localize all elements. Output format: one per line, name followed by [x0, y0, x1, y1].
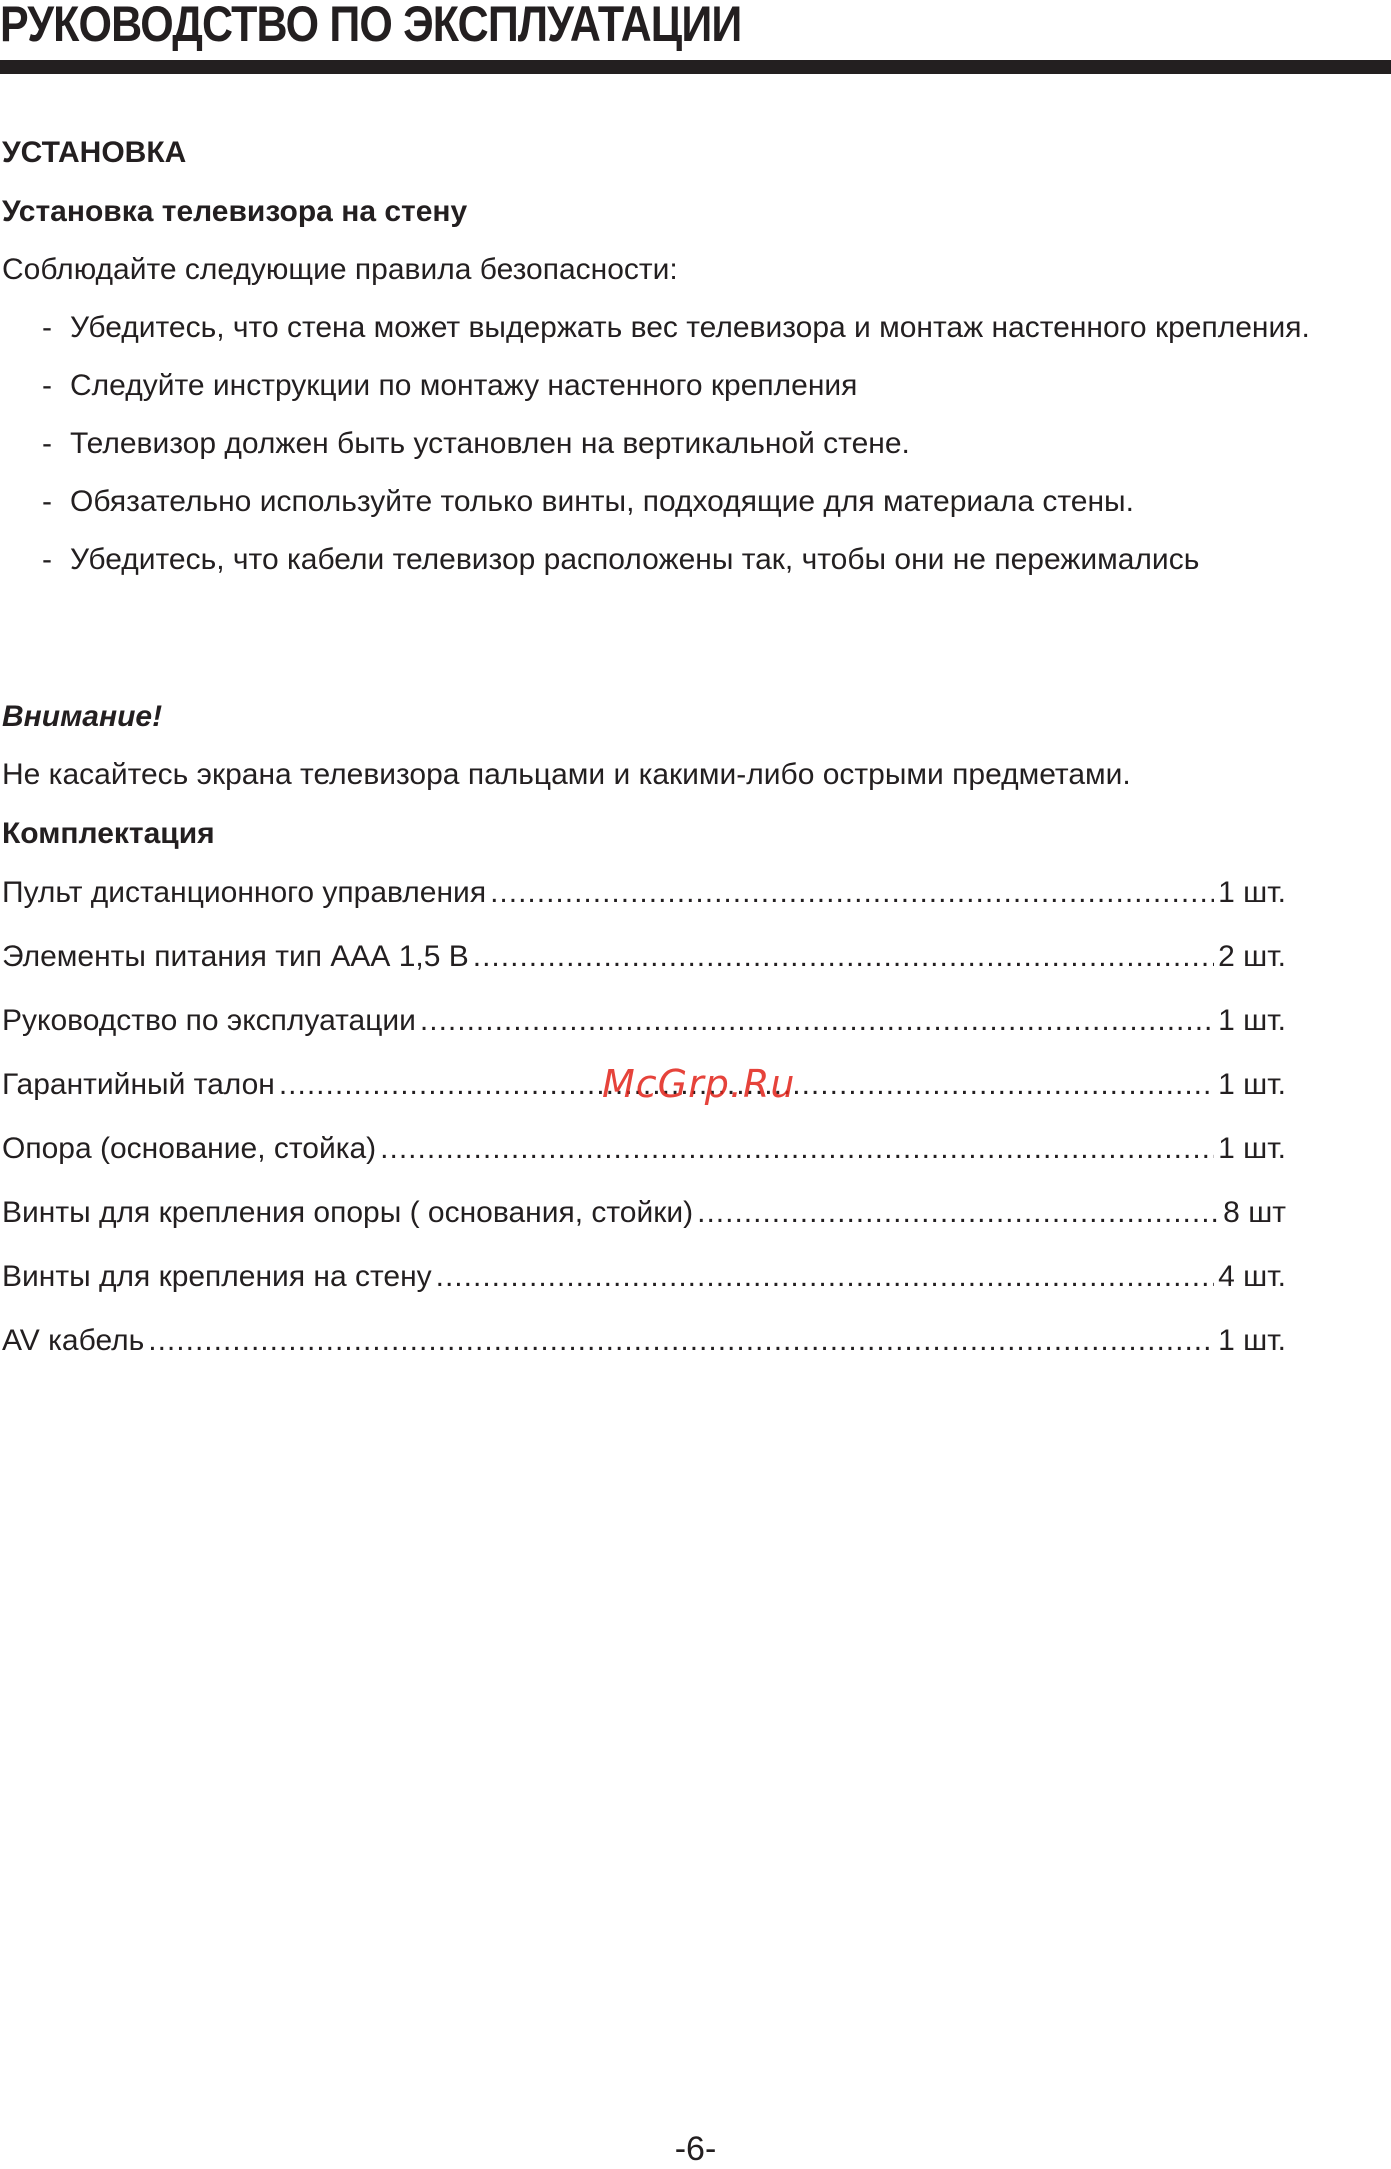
safety-intro: Соблюдайте следующие правила безопасности: — [2, 253, 678, 286]
kit-item-leader — [420, 1002, 1214, 1040]
kit-item — [2, 1130, 1286, 1194]
safety-rule-text: Следуйте инструкции по монтажу настенного крепления — [70, 369, 858, 402]
kit-item — [2, 938, 1286, 1002]
kit-item — [2, 1002, 1286, 1066]
safety-rule-text: Убедитесь, что стена может выдержать вес телевизора и монтаж настенного крепления. — [70, 311, 1310, 344]
kit-item-leader — [490, 874, 1214, 912]
dash-marker: - — [42, 427, 52, 460]
page-title: РУКОВОДСТВО ПО ЭКСПЛУАТАЦИИ — [0, 0, 742, 52]
safety-rule-text: Телевизор должен быть установлен на вертикальной стене. — [70, 427, 910, 460]
kit-item-leader — [436, 1258, 1215, 1296]
kit-item-qty: 2 шт. — [1218, 940, 1286, 973]
kit-item-qty: 1 шт. — [1218, 1132, 1286, 1165]
kit-item — [2, 1322, 1286, 1386]
subsection-title-wall-mount: Установка телевизора на стену — [2, 195, 468, 228]
kit-item — [2, 874, 1286, 938]
kit-item-qty: 1 шт. — [1218, 1004, 1286, 1037]
kit-item-name: Винты для крепления на стену — [2, 1260, 432, 1293]
kit-item-name: Пульт дистанционного управления — [2, 876, 487, 909]
safety-rule-text: Обязательно используйте только винты, подходящие для материала стены. — [70, 485, 1134, 518]
kit-item-leader — [148, 1322, 1214, 1360]
kit-item-qty: 8 шт — [1223, 1196, 1286, 1229]
warning-title: Внимание! — [2, 700, 163, 733]
safety-rule — [42, 309, 1342, 347]
section-title-install: УСТАНОВКА — [2, 136, 187, 169]
kit-item-name: Гарантийный талон — [2, 1068, 275, 1101]
kit-item-qty: 4 шт. — [1218, 1260, 1286, 1293]
dash-marker: - — [42, 543, 52, 576]
kit-item — [2, 1258, 1286, 1322]
safety-rule — [42, 541, 1342, 579]
page-number: -6- — [674, 2130, 717, 2168]
kit-item — [2, 1194, 1286, 1258]
kit-item-qty: 1 шт. — [1218, 1324, 1286, 1357]
safety-rules-list — [42, 309, 1342, 599]
warning-text: Не касайтесь экрана телевизора пальцами и какими-либо острыми предметами. — [2, 758, 1131, 791]
kit-item-name: Руководство по эксплуатации — [2, 1004, 416, 1037]
kit-item-name: Винты для крепления опоры ( основания, стойки) — [2, 1196, 694, 1229]
safety-rule-text: Убедитесь, что кабели телевизор расположены так, чтобы они не пережимались — [70, 543, 1200, 576]
kit-item-qty: 1 шт. — [1218, 876, 1286, 909]
kit-item-name: AV кабель — [2, 1324, 145, 1357]
kit-item-leader — [697, 1194, 1219, 1232]
kit-item-leader — [473, 938, 1214, 976]
kit-item-name: Элементы питания тип ААА 1,5 В — [2, 940, 469, 973]
safety-rule — [42, 425, 1342, 463]
watermark: McGrp.Ru — [602, 1062, 796, 1106]
safety-rule — [42, 483, 1342, 521]
kit-item-leader — [380, 1130, 1214, 1168]
dash-marker: - — [42, 485, 52, 518]
header-rule — [0, 60, 1391, 74]
safety-rule — [42, 367, 1342, 405]
kit-item-qty: 1 шт. — [1218, 1068, 1286, 1101]
kit-title: Комплектация — [2, 817, 215, 850]
kit-list — [2, 874, 1286, 1386]
kit-item-name: Опора (основание, стойка) — [2, 1132, 377, 1165]
dash-marker: - — [42, 311, 52, 344]
dash-marker: - — [42, 369, 52, 402]
